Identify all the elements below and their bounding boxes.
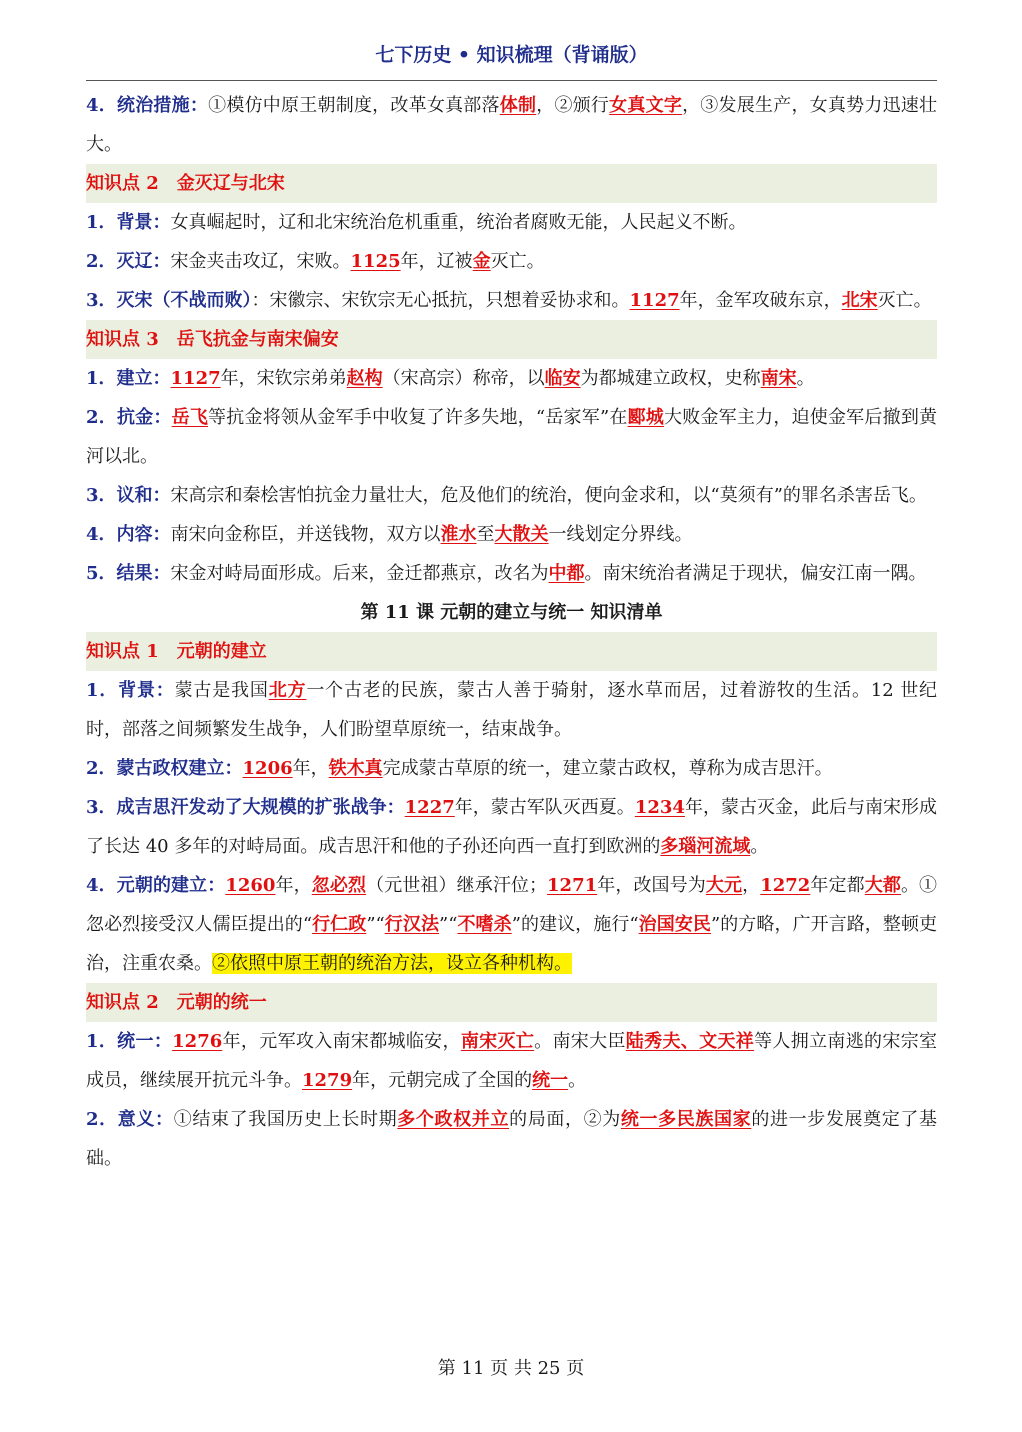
list-item: 3．灭宋（不战而败）：宋徽宗、宋钦宗无心抵抗，只想着妥协求和。1127年，金军攻破东京，北宋灭亡。 [86,290,932,311]
list-item: 2．蒙古政权建立：1206年，铁木真完成蒙古草原的统一，建立蒙古政权，尊称为成吉思汗。 [86,758,833,779]
header-divider [86,80,937,81]
list-item: 4．内容：南宋向金称臣，并送钱物，双方以淮水至大散关一线划定分界线。 [86,524,693,545]
list-item: 2．灭辽：宋金夹击攻辽，宋败。1125年，辽被金灭亡。 [86,251,545,272]
list-item: 3．议和：宋高宗和秦桧害怕抗金力量壮大，危及他们的统治，便向金求和，以“莫须有”的罪名杀害岳飞。 [86,485,927,506]
page-number: 第 11 页 共 25 页 [437,1358,585,1379]
list-item: 1．背景：女真崛起时，辽和北宋统治危机重重，统治者腐败无能，人民起义不断。 [86,212,747,233]
highlighted-text: ②依照中原王朝的统治方法，设立各种机构。 [212,953,572,974]
section-heading-yuan-unification: 知识点 2 元朝的统一 [86,983,937,1022]
document-body [86,86,937,1178]
page-header-title: 七下历史 • 知识梳理（背诵版） [375,44,648,66]
section-heading-kp2: 知识点 2 金灭辽与北宋 [86,164,937,203]
section-heading-kp3: 知识点 3 岳飞抗金与南宋偏安 [86,320,937,359]
list-item: 2．意义：①结束了我国历史上长时期多个政权并立的局面，②为统一多民族国家的进一步发展奠定了基础。 [86,1109,938,1169]
list-item: 1．背景：蒙古是我国北方一个古老的民族，蒙古人善于骑射，逐水草而居，过着游牧的生活。12 世纪时，部落之间频繁发生战争，人们盼望草原统一，结束战争。 [86,680,938,740]
rule-measures-item: 4．统治措施：①模仿中原王朝制度，改革女真部落体制，②颁行女真文字，③发展生产，女真势力迅速壮大。 [86,95,938,155]
section-heading-yuan-founding: 知识点 1 元朝的建立 [86,632,937,671]
list-item: 3．成吉思汗发动了大规模的扩张战争：1227年，蒙古军队灭西夏。1234年，蒙古灭金，此后与南宋形成了长达 40 多年的对峙局面。成吉思汗和他的子孙还向西一直打到欧洲的多瑙河流域。 [86,797,938,857]
list-item: 1．统一：1276年，元军攻入南宋都城临安，南宋灭亡。南宋大臣陆秀夫、文天祥等人拥立南逃的宋宗室成员，继续展开抗元斗争。1279年，元朝完成了全国的统一。 [86,1031,938,1091]
list-item: 5．结果：宋金对峙局面形成。后来，金迁都燕京，改名为中都。南宋统治者满足于现状，偏安江南一隅。 [86,563,927,584]
list-item: 2．抗金：岳飞等抗金将领从金军手中收复了许多失地，“岳家军”在郾城大败金军主力，迫使金军后撤到黄河以北。 [86,407,938,467]
list-item: 1．建立：1127年，宋钦宗弟弟赵构（宋高宗）称帝，以临安为都城建立政权，史称南宋。 [86,368,815,389]
lesson-title: 第 11 课 元朝的建立与统一 知识清单 [360,602,663,623]
list-item: 4．元朝的建立：1260年，忽必烈（元世祖）继承汗位；1271年，改国号为大元，1272年定都大都。①忽必烈接受汉人儒臣提出的“行仁政”“行汉法”“不嗜杀”的建议，施行“治国安民”的方略，广开言路，整顿吏治，注重农桑。②依照中原王朝的统治方法，设立各种机构。 [86,875,938,974]
